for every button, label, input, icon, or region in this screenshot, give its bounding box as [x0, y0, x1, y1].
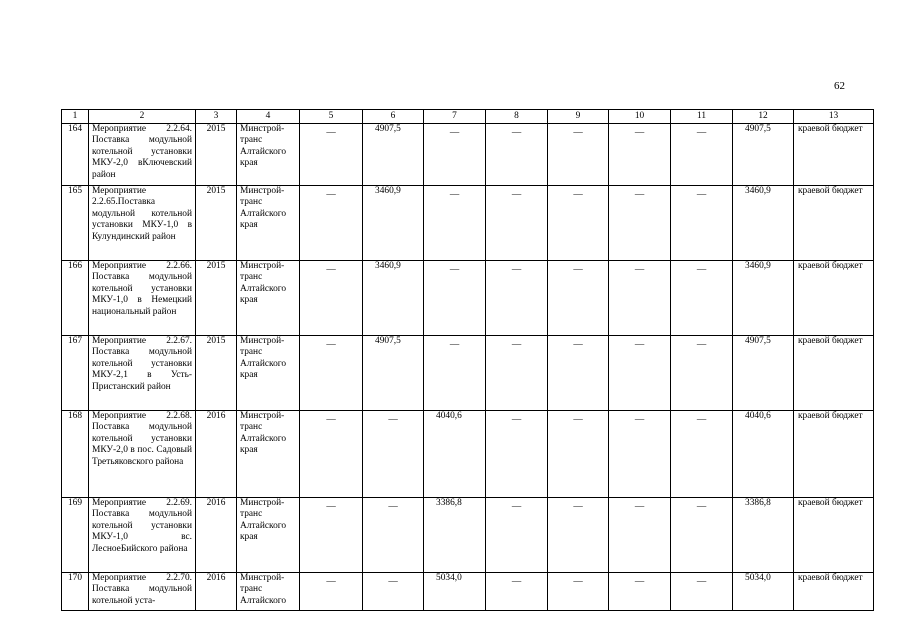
value-cell: —: [609, 124, 671, 186]
table-row: [62, 261, 874, 336]
year-cell: 2016: [196, 411, 237, 498]
executor-cell: Минстрой-транс Алтайского края: [237, 261, 300, 336]
program-table: [61, 109, 873, 611]
row-number: 168: [62, 411, 89, 498]
value-cell: 5034,0: [424, 573, 486, 611]
source-cell: краевой бюджет: [794, 186, 874, 261]
measure-name: Мероприятие 2.2.66. Поставка модульной котельной установки МКУ-1,0 в Немецкий национальный район: [89, 261, 196, 336]
column-header: 8: [486, 110, 548, 124]
value-cell: —: [300, 498, 363, 573]
source-cell: краевой бюджет: [794, 498, 874, 573]
measure-name: Мероприятие 2.2.70. Поставка модульной котельной уста-: [89, 573, 196, 611]
value-cell: 3460,9: [363, 186, 424, 261]
measure-name: Мероприятие 2.2.65.Поставка модульной котельной установки МКУ-1,0 в Кулундинский район: [89, 186, 196, 261]
value-cell: 4907,5: [363, 336, 424, 411]
value-cell: —: [548, 336, 609, 411]
total-cell: 4040,6: [733, 411, 794, 498]
column-header: 10: [609, 110, 671, 124]
year-cell: 2015: [196, 261, 237, 336]
value-cell: 3386,8: [424, 498, 486, 573]
total-cell: 4907,5: [733, 124, 794, 186]
measure-name: Мероприятие 2.2.69. Поставка модульной котельной установки МКУ-1,0 вс. ЛесноеБийского района: [89, 498, 196, 573]
total-cell: 5034,0: [733, 573, 794, 611]
value-cell: —: [548, 261, 609, 336]
total-cell: 3386,8: [733, 498, 794, 573]
value-cell: —: [609, 336, 671, 411]
year-cell: 2016: [196, 573, 237, 611]
value-cell: —: [363, 411, 424, 498]
value-cell: —: [548, 124, 609, 186]
value-cell: —: [300, 411, 363, 498]
column-header: 13: [794, 110, 874, 124]
value-cell: —: [424, 124, 486, 186]
column-header: 12: [733, 110, 794, 124]
value-cell: —: [424, 261, 486, 336]
value-cell: —: [671, 573, 733, 611]
total-cell: 3460,9: [733, 261, 794, 336]
year-cell: 2016: [196, 498, 237, 573]
value-cell: —: [548, 573, 609, 611]
column-header: 2: [89, 110, 196, 124]
value-cell: —: [486, 498, 548, 573]
value-cell: —: [671, 411, 733, 498]
row-number: 169: [62, 498, 89, 573]
value-cell: —: [424, 336, 486, 411]
table-row: [62, 336, 874, 411]
header-row: [62, 110, 874, 124]
value-cell: —: [548, 186, 609, 261]
page-number: 62: [834, 80, 845, 92]
value-cell: —: [486, 336, 548, 411]
measure-name: Мероприятие 2.2.67. Поставка модульной котельной установки МКУ-2,1 в Усть-Пристанский район: [89, 336, 196, 411]
total-cell: 4907,5: [733, 336, 794, 411]
value-cell: —: [548, 498, 609, 573]
value-cell: —: [300, 124, 363, 186]
year-cell: 2015: [196, 336, 237, 411]
column-header: 11: [671, 110, 733, 124]
value-cell: —: [671, 124, 733, 186]
value-cell: —: [363, 573, 424, 611]
table-row: [62, 573, 874, 611]
measure-name: Мероприятие 2.2.64. Поставка модульной котельной установки МКУ-2,0 вКлючевский район: [89, 124, 196, 186]
measures-table: [61, 109, 874, 611]
value-cell: —: [363, 498, 424, 573]
source-cell: краевой бюджет: [794, 336, 874, 411]
value-cell: —: [300, 336, 363, 411]
value-cell: —: [548, 411, 609, 498]
executor-cell: Минстрой-транс Алтайского края: [237, 336, 300, 411]
source-cell: краевой бюджет: [794, 573, 874, 611]
value-cell: —: [671, 261, 733, 336]
value-cell: —: [609, 573, 671, 611]
column-header: 4: [237, 110, 300, 124]
executor-cell: Минстрой-транс Алтайского края: [237, 411, 300, 498]
value-cell: —: [609, 261, 671, 336]
row-number: 170: [62, 573, 89, 611]
year-cell: 2015: [196, 186, 237, 261]
value-cell: —: [486, 411, 548, 498]
executor-cell: Минстрой-транс Алтайского: [237, 573, 300, 611]
value-cell: —: [671, 498, 733, 573]
column-header: 9: [548, 110, 609, 124]
value-cell: —: [300, 261, 363, 336]
row-number: 164: [62, 124, 89, 186]
source-cell: краевой бюджет: [794, 261, 874, 336]
value-cell: —: [300, 186, 363, 261]
value-cell: —: [300, 573, 363, 611]
column-header: 6: [363, 110, 424, 124]
row-number: 165: [62, 186, 89, 261]
executor-cell: Минстрой-транс Алтайского края: [237, 498, 300, 573]
table-row: [62, 124, 874, 186]
total-cell: 3460,9: [733, 186, 794, 261]
value-cell: —: [671, 336, 733, 411]
value-cell: —: [609, 498, 671, 573]
row-number: 166: [62, 261, 89, 336]
value-cell: 3460,9: [363, 261, 424, 336]
value-cell: —: [486, 124, 548, 186]
value-cell: 4907,5: [363, 124, 424, 186]
column-header: 1: [62, 110, 89, 124]
year-cell: 2015: [196, 124, 237, 186]
value-cell: —: [486, 186, 548, 261]
executor-cell: Минстрой-транс Алтайского края: [237, 124, 300, 186]
source-cell: краевой бюджет: [794, 124, 874, 186]
value-cell: —: [486, 573, 548, 611]
value-cell: —: [424, 186, 486, 261]
measure-name: Мероприятие 2.2.68. Поставка модульной котельной установки МКУ-2,0 в пос. Садовый Третьяковского района: [89, 411, 196, 498]
column-header: 7: [424, 110, 486, 124]
executor-cell: Минстрой-транс Алтайского края: [237, 186, 300, 261]
value-cell: —: [671, 186, 733, 261]
column-header: 5: [300, 110, 363, 124]
value-cell: —: [609, 186, 671, 261]
source-cell: краевой бюджет: [794, 411, 874, 498]
table-row: [62, 498, 874, 573]
value-cell: —: [609, 411, 671, 498]
table-row: [62, 186, 874, 261]
value-cell: —: [486, 261, 548, 336]
table-row: [62, 411, 874, 498]
row-number: 167: [62, 336, 89, 411]
column-header: 3: [196, 110, 237, 124]
value-cell: 4040,6: [424, 411, 486, 498]
